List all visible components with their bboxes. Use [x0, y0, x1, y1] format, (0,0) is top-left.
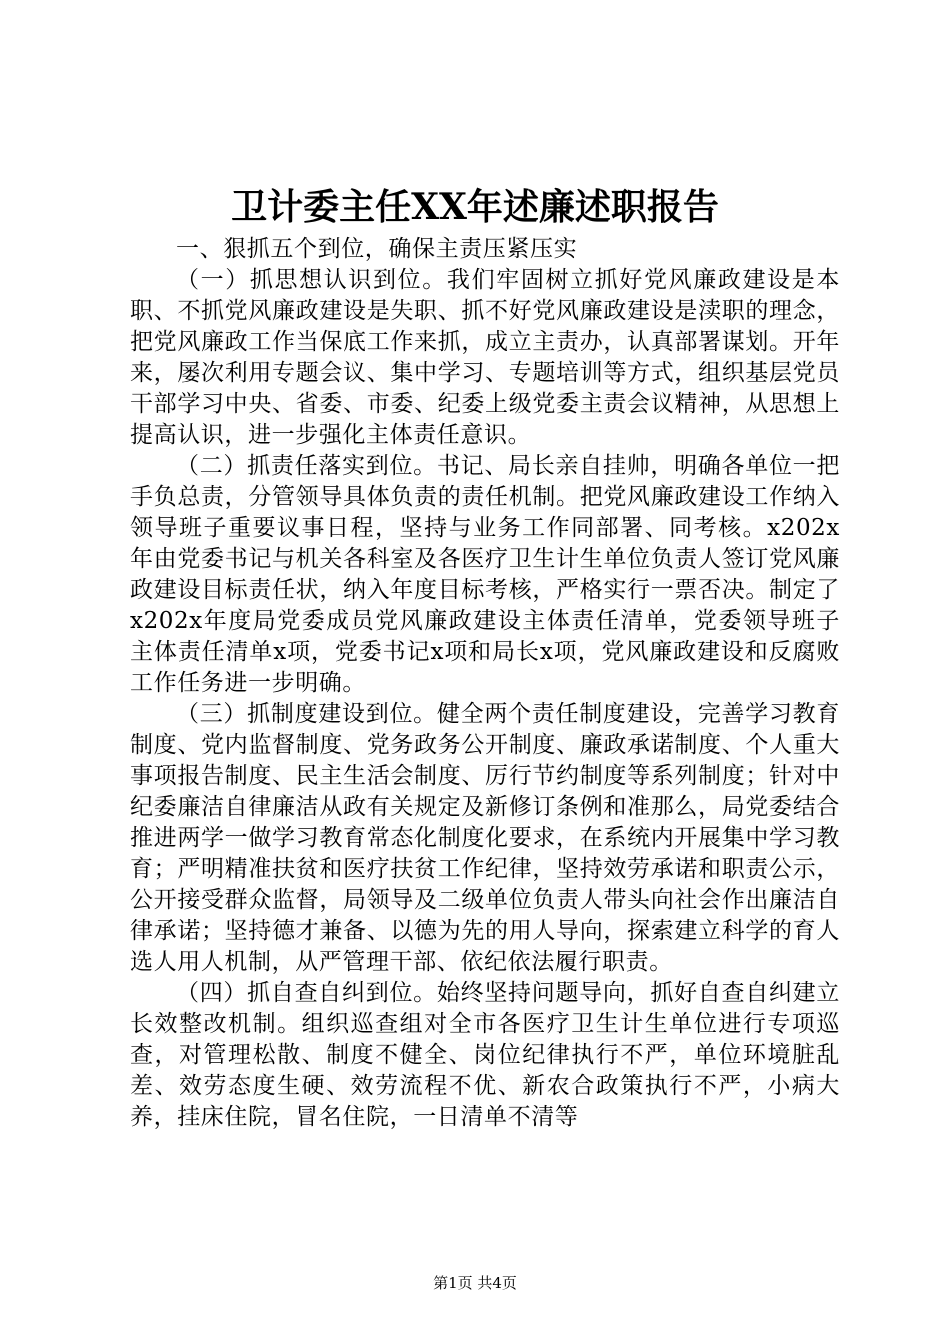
- paragraph: （三）抓制度建设到位。健全两个责任制度建设，完善学习教育制度、党内监督制度、党务政务公开制度、廉政承诺制度、个人重大事项报告制度、民主生活会制度、厉行节约制度等系列制度；针对中纪委廉洁自律廉洁从政有关规定及新修订条例和准那么，局党委结合推进两学一做学习教育常态化制度化要求，在系统内开展集中学习教育；严明精准扶贫和医疗扶贫工作纪律，坚持效劳承诺和职责公示，公开接受群众监督，局领导及二级单位负责人带头向社会作出廉洁自律承诺；坚持德才兼备、以德为先的用人导向，探索建立科学的育人选人用人机制，从严管理干部、依纪依法履行职责。: [130, 701, 840, 975]
- page-footer: 第1页 共4页: [433, 1274, 517, 1292]
- document-body: [130, 234, 840, 1133]
- paragraph: （二）抓责任落实到位。书记、局长亲自挂帅，明确各单位一把手负总责，分管领导具体负责的责任机制。把党风廉政建设工作纳入领导班子重要议事日程，坚持与业务工作同部署、同考核。x202x年由党委书记与机关各科室及各医疗卫生计生单位负责人签订党风廉政建设目标责任状，纳入年度目标考核，严格实行一票否决。制定了x202x年度局党委成员党风廉政建设主体责任清单，党委领导班子主体责任清单x项，党委书记x项和局长x项，党风廉政建设和反腐败工作任务进一步明确。: [130, 453, 840, 696]
- paragraph: （一）抓思想认识到位。我们牢固树立抓好党风廉政建设是本职、不抓党风廉政建设是失职、抓不好党风廉政建设是渎职的理念，把党风廉政工作当保底工作来抓，成立主责办，认真部署谋划。开年来，屡次利用专题会议、集中学习、专题培训等方式，组织基层党员干部学习中央、省委、市委、纪委上级党委主责会议精神，从思想上提高认识，进一步强化主体责任意识。: [130, 267, 840, 448]
- document-title: 卫计委主任XX年述廉述职报告: [231, 186, 719, 228]
- section-heading: 一、狠抓五个到位，确保主责压紧压实: [176, 236, 578, 262]
- paragraph: （四）抓自查自纠到位。始终坚持问题导向，抓好自查自纠建立长效整改机制。组织巡查组对全市各医疗卫生计生单位进行专项巡查，对管理松散、制度不健全、岗位纪律执行不严，单位环境脏乱差、效劳态度生硬、效劳流程不优、新农合政策执行不严，小病大养，挂床住院，冒名住院，一日清单不清等: [130, 980, 840, 1130]
